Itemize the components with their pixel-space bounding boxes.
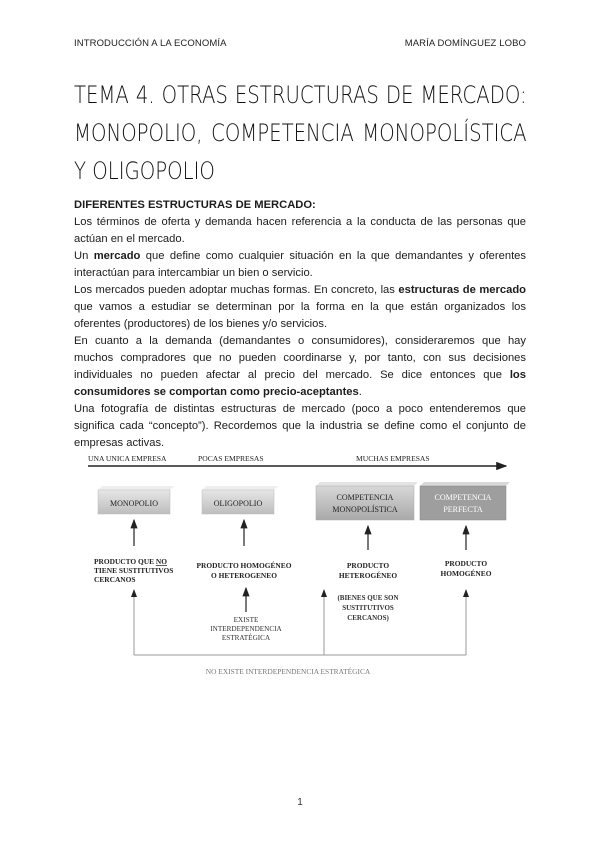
desc-perfecta-1: PRODUCTO — [444, 559, 488, 568]
box-oligopolio — [202, 486, 278, 514]
paragraph-2-bold: mercado — [93, 250, 141, 262]
desc-oligopolio-2: O HETEROGENEO — [211, 571, 277, 580]
box-competencia-perf-label-1: COMPETENCIA — [434, 493, 492, 502]
paragraph-3 — [74, 282, 526, 333]
section-heading: DIFERENTES ESTRUCTURAS DE MERCADO: — [74, 199, 316, 211]
header-course-title: INTRODUCCIÓN A LA ECONOMÍA — [74, 38, 227, 49]
desc-perfecta-2: HOMOGÉNEO — [440, 569, 492, 578]
body-text — [74, 197, 526, 452]
box-oligopolio-label: OLIGOPOLIO — [213, 499, 263, 508]
box-monopolio-label: MONOPOLIO — [110, 499, 158, 508]
desc-mono-comp-5: CERCANOS) — [347, 614, 389, 622]
paragraph-3-bold: estructuras de mercado — [398, 284, 526, 296]
box-competencia-mono-label-1: COMPETENCIA — [336, 493, 394, 502]
paragraph-1-text: Los términos de oferta y demanda hacen referencia a la conducta de las personas que actúan en el mercado. — [74, 216, 526, 245]
desc-monopolio-1 — [94, 557, 167, 566]
paragraph-4 — [74, 333, 526, 401]
axis-label-una-empresa: UNA UNICA EMPRESA — [88, 454, 167, 463]
paragraph-1 — [74, 214, 526, 248]
desc-mono-comp-2: HETEROGÉNEO — [338, 571, 398, 580]
paragraph-3-a: Los mercados pueden adoptar muchas formas. En concreto, las — [74, 284, 399, 296]
paragraph-3-c: que vamos a estudiar se determinan por la forma en la que están organizados los oferentes (productores) de los bienes y/o servicios. — [74, 301, 526, 330]
desc-monopolio-3: CERCANOS — [94, 575, 136, 584]
header-author: MARÍA DOMÍNGUEZ LOBO — [404, 38, 526, 49]
desc-oligopolio-1: PRODUCTO HOMOGÉNEO — [196, 561, 292, 570]
paragraph-4-a: En cuanto a la demanda (demandantes o consumidores), consideraremos que hay muchos compradores que no pueden coordinarse y, por tanto, con sus decisiones individuales no pueden afectar al precio del mercado. Se dice entonces que — [74, 335, 526, 381]
axis-label-pocas-empresas: POCAS EMPRESAS — [198, 454, 264, 463]
desc-monopolio-1a: PRODUCTO QUE — [94, 557, 156, 566]
box-competencia-perf-label-2: PERFECTA — [443, 505, 483, 514]
existe-interdependencia-2: INTERDEPENDENCIA — [210, 625, 282, 633]
page-number: 1 — [297, 797, 303, 808]
axis-label-muchas-empresas: MUCHAS EMPRESAS — [356, 454, 430, 463]
box-competencia-perfecta — [420, 482, 510, 520]
desc-monopolio-1b: NO — [155, 557, 167, 566]
existe-interdependencia-3: ESTRATÉGICA — [221, 634, 271, 642]
no-existe-interdependencia: NO EXISTE INTERDEPENDENCIA ESTRATÉGICA — [205, 667, 371, 676]
paragraph-5-text: Una fotografía de distintas estructuras de mercado (poco a poco entenderemos que significa cada “concepto”). Recordemos que la industria se define como el conjunto de empresas activas. — [74, 403, 526, 449]
page-title: TEMA 4. OTRAS ESTRUCTURAS DE MERCADO: MONOPOLIO, COMPETENCIA MONOPOLÍSTICA Y OLIGOPOLIO — [74, 81, 527, 185]
paragraph-4-c: . — [358, 386, 362, 398]
desc-mono-comp-1: PRODUCTO — [346, 561, 390, 570]
existe-interdependencia-1: EXISTE — [233, 616, 259, 624]
desc-mono-comp-3: (BIENES QUE SON — [337, 594, 399, 602]
desc-monopolio-2: TIENE SUSTITUTIVOS — [94, 566, 174, 575]
paragraph-2-c: que define como cualquier situación en la que demandantes y oferentes interactúan para intercambiar un bien o servicio. — [74, 250, 526, 279]
market-structures-diagram — [74, 450, 526, 680]
desc-mono-comp-4: SUSTITUTIVOS — [342, 604, 394, 612]
paragraph-2 — [74, 248, 526, 282]
paragraph-4-bold: los consumidores se comportan como precio-aceptantes — [74, 369, 526, 398]
box-competencia-monopolistica — [316, 482, 418, 520]
box-monopolio — [98, 486, 174, 514]
paragraph-2-a: Un — [74, 250, 94, 262]
paragraph-5 — [74, 401, 526, 452]
box-competencia-mono-label-2: MONOPOLÍSTICA — [332, 505, 398, 514]
